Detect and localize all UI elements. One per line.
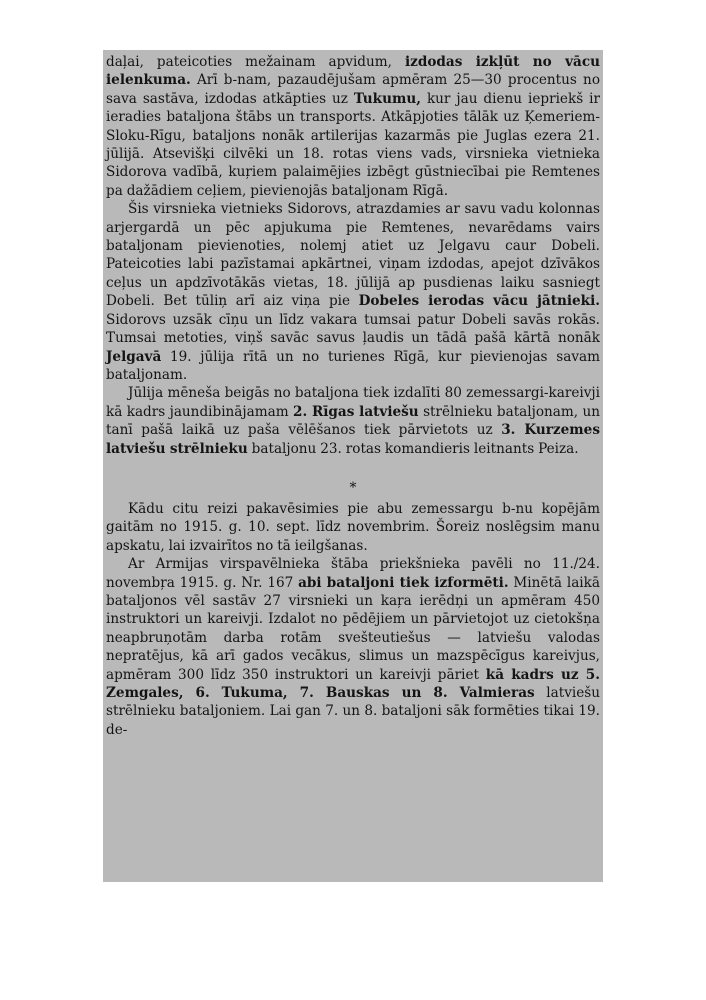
text-run: strēlnieku bataljonam, un tanī pašā laikā uz paša vēlēšanos tiek pārvietots uz xyxy=(106,403,600,439)
bold-text: izdodas izkļūt no vācu ielenkuma. xyxy=(106,54,600,89)
section-gap xyxy=(106,458,600,476)
bold-text: Dobeles ierodas vācu jātnieki. xyxy=(358,293,600,310)
paragraph-p3 xyxy=(106,384,600,458)
text-run: Sidorovs uzsāk cīņu un līdz vakara tumsai patur Dobeli savās rokās. Tumsai metoties, viņš savāc savus ļaudis un tādā pašā kārtā nonāk xyxy=(106,311,600,347)
bold-text: 3. Kurzemes latviešu strēlnieku xyxy=(106,422,600,457)
text-run: Ar Armijas virspavēlnieka štāba priekšnieka pavēli no 11./24. novembŗa 1915. g. Nr. 167 xyxy=(106,556,600,591)
text-run: Kādu citu reizi pakavēsimies pie abu zemessargu b-nu kopējām gaitām no 1915. g. 10. sept. līdz novembrim. Šoreiz noslēgsim manu apskatu, lai izvairītos no tā ieilgšanas. xyxy=(106,500,600,554)
text-run: bataljonu 23. rotas komandieris leitnants Peiza. xyxy=(247,440,579,457)
paragraph-p1 xyxy=(106,53,600,200)
bold-text: 2. Rīgas latviešu xyxy=(292,403,419,420)
bold-text: Tukumu, xyxy=(353,90,421,107)
text-run: Arī b-nam, pazaudējušam apmēram 25—30 procentus no sava sastāva, izdodas atkāpties uz xyxy=(106,72,600,107)
text-run: latviešu strēlnieku bataljoniem. Lai gan 7. un 8. bataljoni sāk formēties tikai 19. de- xyxy=(106,685,601,738)
paragraphs-after xyxy=(106,500,600,739)
text-run: kur jau dienu iepriekš ir ieradies bataljona štābs un transports. Atkāpjoties tālāk uz Ķemeriem-Sloku-Rīgu, bataljons nonāk artilerijas kazarmās pie Juglas ezera 21. jūlijā. Atsevišķi cilvēki un 18. rotas viens vads, virsnieka vietnieka Sidorova vadībā, kuŗiem palaimējies izbēgt gūstniecībai pie Remtenes pa dažādiem ceļiem, pievienojās bataljonam Rīgā. xyxy=(106,90,600,199)
bold-text: kā kadrs uz 5. Zemgales, 6. Tukuma, 7. Bauskas un 8. Valmieras xyxy=(106,666,600,701)
bold-text: abi bataljoni tiek izformēti. xyxy=(298,574,509,591)
text-run: 19. jūlija rītā un no turienes Rīgā, kur pievienojas savam bataljonam. xyxy=(106,348,600,383)
text-run: Šis virsnieka vietnieks Sidorovs, atrazdamies ar savu vadu kolonnas arjergardā un pēc apjukuma pie Remtenes, nevarēdams vairs bataljonam pievienoties, nolemj atiet uz Jelgavu caur Dobeli. Pateicoties labi pazīstamai apkārtnei, viņam izdodas, apejot dzīvākos ceļus un apdzīvotākās vietas, 18. jūlijā ap pusdienas laiku sasniegt Dobeli. Bet tūliņ arī aiz viņa pie xyxy=(106,201,600,310)
text-run: daļai, pateicoties mežainam apvidum, xyxy=(106,54,405,70)
paragraph-p4 xyxy=(106,500,600,555)
section-separator: * xyxy=(349,479,357,496)
scanned-page xyxy=(103,50,603,882)
page-text xyxy=(106,53,600,739)
paragraph-p5 xyxy=(106,555,600,739)
paragraph-p2 xyxy=(106,200,600,384)
paragraphs-before xyxy=(106,53,600,458)
text-run: Jūlija mēneša beigās no bataljona tiek izdalīti 80 zemessargi-kareivji kā kadrs jaundibinājamam xyxy=(106,385,600,420)
bold-text: Jelgavā xyxy=(106,348,162,365)
text-run: Minētā laikā bataljonos vēl sastāv 27 virsnieki un kaŗa ierēdņi un apmēram 450 instruktori un kareivji. Izdalot no pēdējiem un pārvietojot uz cietokšņa neapbruņotām darba rotām svešteutiešus — latviešu valodas nepratējus, kā arī gados vecākus, slimus un mazspēcīgus kareivjus, apmēram 300 līdz 350 instruktori un kareivji pāriet xyxy=(106,574,600,683)
